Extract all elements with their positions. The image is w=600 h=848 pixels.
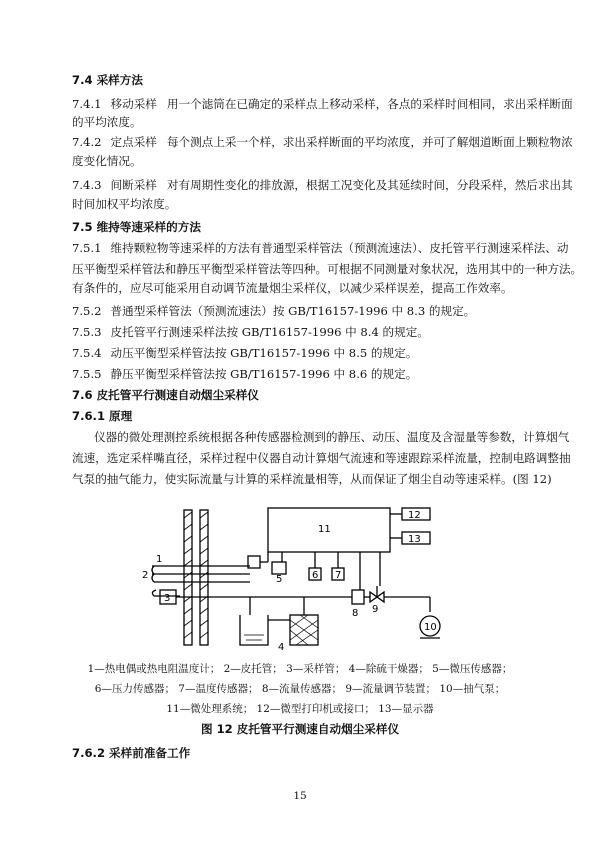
section-7-4-1-line1	[72, 96, 573, 112]
section-7-5-5	[72, 366, 532, 382]
section-7-6-1-line2: 流速，选定采样嘴直径，采样过程中仪器自动计算烟气流速和等速跟踪采样流量，控制电路调整抽	[72, 451, 571, 465]
paragraph-text: 静压平衡型采样管法按 GB/T16157-1996 中 8.6 的规定。	[110, 367, 418, 381]
section-7-4-1-line2: 的平均浓度。	[72, 115, 142, 129]
section-number: 7.4.2	[72, 135, 102, 149]
figure-title: 图 12 皮托管平行测速自动烟尘采样仪	[200, 722, 400, 736]
figure-label-6: 6	[312, 570, 319, 581]
figure-label-1: 1	[156, 554, 163, 565]
figure-label-8: 8	[352, 608, 359, 619]
section-7-5-1-line2: 压平衡型采样管法和静压平衡型采样管法等四种。可根据不同测量对象状况，选用其中的一种方法。	[72, 262, 583, 276]
section-7-5-1-line1	[72, 240, 569, 256]
component-box-5	[272, 562, 286, 574]
figure-label-5: 5	[276, 574, 283, 585]
figure-label-12: 12	[408, 510, 421, 521]
paragraph-text: 对有周期性变化的排放源，根据工况变化及其延续时间，分段采样，然后求出其	[166, 178, 573, 192]
figure-legend-line2: 6—压力传感器； 7—温度传感器； 8—流量传感器； 9—流量调节装置； 10—抽气泵；	[94, 683, 506, 695]
figure-label-4: 4	[278, 642, 285, 653]
section-7-4-3-line2: 时间加权平均浓度。	[72, 197, 177, 211]
section-number: 7.4.3	[72, 178, 102, 192]
section-7-5-heading: 7.5 维持等速采样的方法	[72, 220, 201, 234]
section-7-5-2	[72, 303, 532, 319]
section-7-5-1-line3: 有条件的，应尽可能采用自动调节流量烟尘采样仪，以减少采样误差，提高工作效率。	[72, 281, 513, 295]
method-label: 定点采样	[110, 135, 157, 149]
figure-legend-line1: 1—热电偶或热电阻温度计； 2—皮托管； 3—采样管； 4—除硫干燥器； 5—微压传感器；	[87, 663, 513, 675]
section-number: 7.5.5	[72, 367, 102, 381]
method-label: 移动采样	[110, 97, 157, 111]
section-number: 7.5.3	[72, 325, 102, 339]
component-box-8	[352, 590, 364, 604]
paragraph-text: 维持颗粒物等速采样的方法有普通型采样管法（预测流速法）、皮托管平行测速采样法、动	[110, 241, 569, 255]
section-number: 7.4.1	[72, 97, 102, 111]
paragraph-text: 皮托管平行测速采样法按 GB/T16157-1996 中 8.4 的规定。	[110, 325, 429, 339]
figure-label-11: 11	[318, 524, 331, 535]
vessel-condensate	[240, 615, 268, 645]
paragraph-text: 动压平衡型采样管法按 GB/T16157-1996 中 8.5 的规定。	[110, 346, 418, 360]
figure-legend-line3: 11—微处理系统； 12—微型打印机或接口； 13—显示器	[166, 703, 434, 715]
section-7-5-3	[72, 324, 532, 340]
section-number: 7.5.4	[72, 346, 102, 360]
method-label: 间断采样	[110, 178, 157, 192]
section-7-5-4	[72, 345, 532, 361]
section-7-6-1-line1: 仪器的微处理测控系统根据各种传感器检测到的静压、动压、温度及含湿量等参数，计算烟气	[94, 430, 570, 444]
paragraph-text: 用一个滤筒在已确定的采样点上移动采样，各点的采样时间相同，求出采样断面	[166, 97, 573, 111]
section-7-4-3-line1	[72, 177, 573, 193]
figure-label-10: 10	[424, 622, 437, 633]
section-7-6-1-heading: 7.6.1 原理	[72, 409, 133, 423]
figure-label-3: 3	[164, 593, 171, 604]
paragraph-text: 普通型采样管法（预测流速法）按 GB/T16157-1996 中 8.3 的规定。	[110, 304, 476, 318]
figure-label-7: 7	[335, 570, 342, 581]
section-number: 7.5.2	[72, 304, 102, 318]
section-7-4-2-line1	[72, 134, 573, 150]
section-7-6-1-line3: 气泵的抽气能力，使实际流量与计算的采样流量相等，从而保证了烟尘自动等速采样。(图 12)	[72, 472, 552, 486]
section-7-6-heading: 7.6 皮托管平行测速自动烟尘采样仪	[72, 388, 259, 402]
page-number: 15	[293, 790, 307, 802]
figure-12-diagram	[140, 500, 460, 655]
section-7-4-2-line2: 度变化情况。	[72, 154, 142, 168]
section-number: 7.5.1	[72, 241, 102, 255]
section-7-6-2-heading: 7.6.2 采样前准备工作	[72, 746, 191, 760]
figure-label-13: 13	[408, 534, 421, 545]
figure-label-2: 2	[142, 570, 149, 581]
section-7-4-heading: 7.4 采样方法	[72, 73, 143, 87]
figure-label-9: 9	[372, 604, 379, 615]
paragraph-text: 每个测点上采一个样，求出采样断面的平均浓度，并可了解烟道断面上颗粒物浓	[166, 135, 573, 149]
